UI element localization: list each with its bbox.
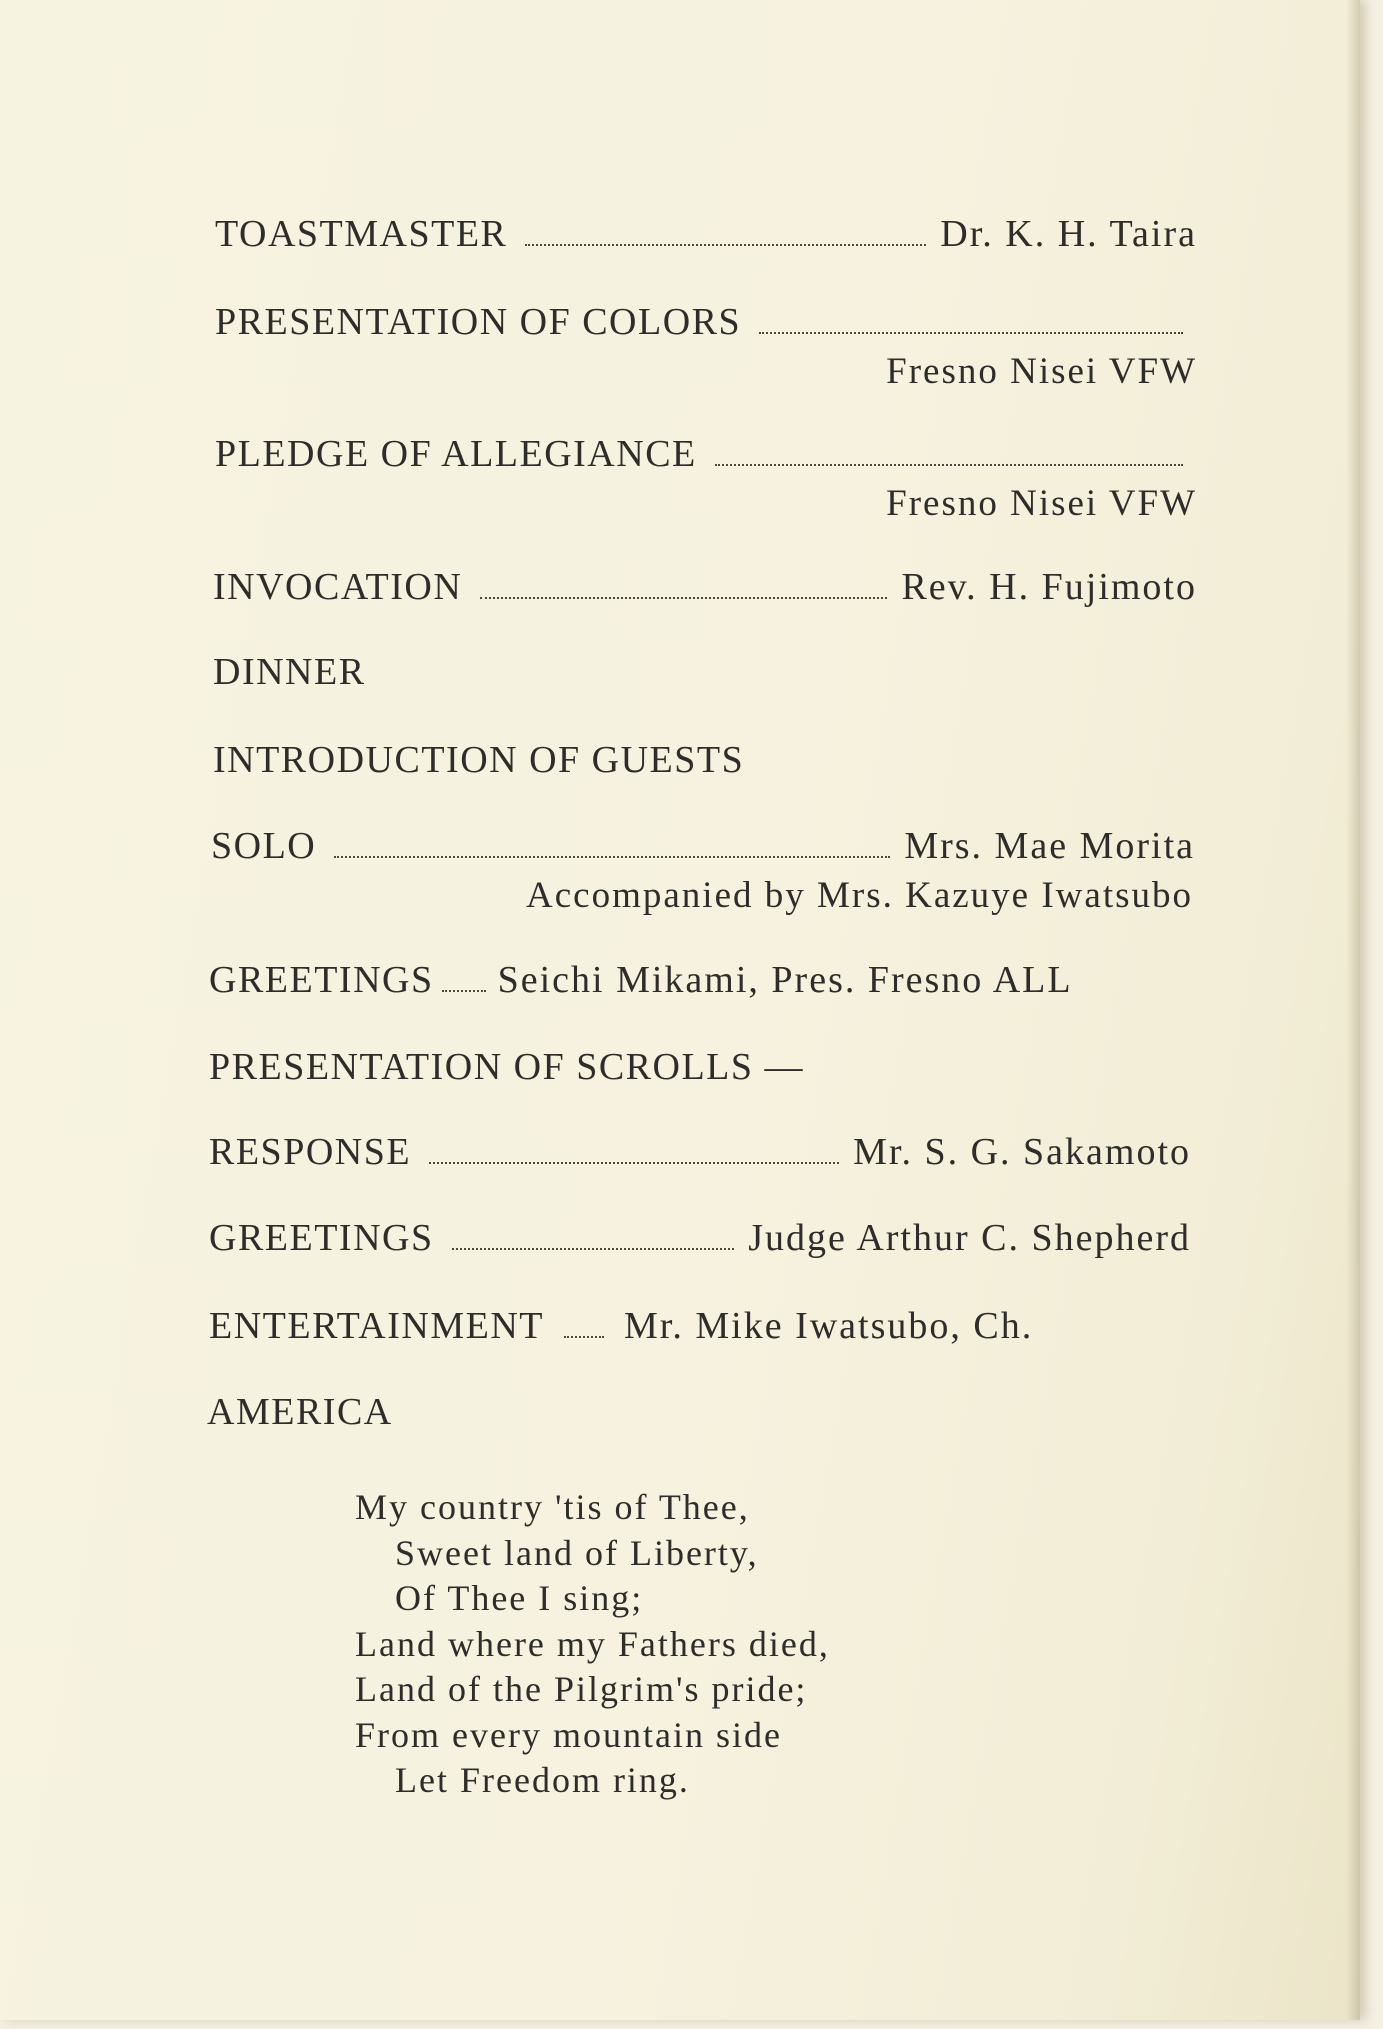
- america-verse: [355, 1485, 830, 1804]
- leader-dots: [334, 856, 890, 858]
- item-title: ENTERTAINMENT: [209, 1305, 545, 1347]
- item-title: GREETINGS: [209, 1217, 434, 1259]
- item-name: Rev. H. Fujimoto: [901, 566, 1197, 608]
- leader-dots: [525, 244, 926, 246]
- leader-dots: [564, 1336, 604, 1338]
- program-item-solo: [211, 824, 1195, 868]
- leader-dots: [759, 332, 1183, 334]
- item-title: TOASTMASTER: [215, 213, 508, 255]
- leader-dots: [442, 990, 486, 992]
- verse-line: My country 'tis of Thee,: [355, 1487, 750, 1527]
- program-item-toastmaster: [215, 212, 1197, 256]
- leader-dots: [452, 1248, 735, 1250]
- program-item-entertainment: [209, 1304, 1191, 1348]
- verse-line: Land of the Pilgrim's pride;: [355, 1669, 808, 1709]
- item-title: SOLO: [211, 825, 317, 867]
- program-item-introduction-of-guests: INTRODUCTION OF GUESTS: [213, 739, 745, 781]
- program-item-invocation: [213, 565, 1197, 609]
- item-name: Judge Arthur C. Shepherd: [748, 1217, 1191, 1259]
- item-title: PLEDGE OF ALLEGIANCE: [215, 433, 697, 475]
- item-title: GREETINGS: [209, 959, 434, 1001]
- item-name: Mr. S. G. Sakamoto: [853, 1131, 1191, 1173]
- program-item-greetings-mikami: [209, 958, 1195, 1002]
- verse-line: From every mountain side: [355, 1714, 782, 1755]
- item-name: Fresno Nisei VFW: [886, 351, 1197, 392]
- item-name: Seichi Mikami, Pres. Fresno ALL: [497, 959, 1073, 1001]
- item-note: Accompanied by Mrs. Kazuye Iwatsubo: [526, 875, 1193, 916]
- item-title: PRESENTATION OF COLORS: [215, 301, 742, 343]
- verse-line: Let Freedom ring.: [395, 1760, 690, 1800]
- program-item-greetings-shepherd: [209, 1216, 1191, 1260]
- item-title: RESPONSE: [209, 1131, 412, 1173]
- item-name: Mr. Mike Iwatsubo, Ch.: [624, 1305, 1034, 1347]
- verse-line: Of Thee I sing;: [395, 1578, 644, 1618]
- item-name: Dr. K. H. Taira: [940, 213, 1197, 255]
- verse-line: Sweet land of Liberty,: [395, 1532, 759, 1573]
- item-title: INVOCATION: [213, 566, 463, 608]
- program-item-america: AMERICA: [207, 1391, 393, 1433]
- program-item-presentation-of-scrolls: PRESENTATION OF SCROLLS —: [209, 1046, 805, 1088]
- leader-dots: [480, 597, 887, 599]
- program-item-dinner: DINNER: [213, 651, 366, 693]
- verse-line: Land where my Fathers died,: [355, 1623, 830, 1664]
- leader-dots: [429, 1162, 839, 1164]
- item-name: Mrs. Mae Morita: [904, 825, 1195, 867]
- program-item-pledge-of-allegiance: [215, 432, 1197, 476]
- leader-dots: [715, 464, 1183, 466]
- program-item-presentation-of-colors: [215, 300, 1197, 344]
- program-item-response: [209, 1130, 1191, 1174]
- item-name: Fresno Nisei VFW: [886, 483, 1197, 524]
